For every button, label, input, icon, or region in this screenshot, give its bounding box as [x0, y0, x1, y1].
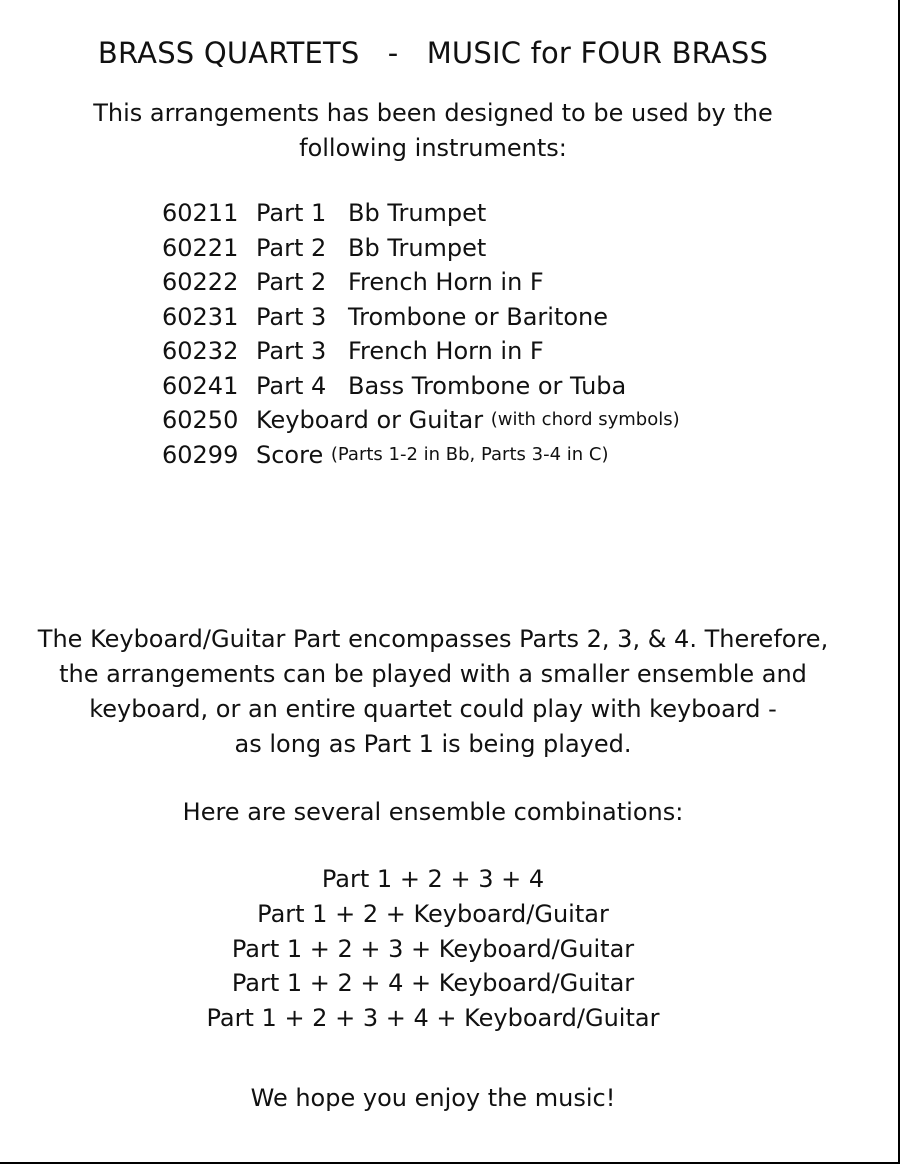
- explanation-line: as long as Part 1 is being played.: [234, 730, 632, 758]
- keyboard-row: [162, 403, 680, 438]
- combination-item: Part 1 + 2 + 3 + 4 + Keyboard/Guitar: [206, 1004, 660, 1033]
- part-code: 60222: [162, 268, 239, 296]
- part-number: Part 2: [256, 233, 327, 262]
- part-row: [162, 300, 680, 335]
- part-number: Part 2: [256, 268, 327, 296]
- combinations-heading: Here are several ensemble combinations:: [182, 798, 684, 826]
- score-row: [162, 438, 680, 473]
- combination-item: Part 1 + 2 + 3 + 4: [321, 865, 545, 893]
- parts-list: [162, 196, 680, 472]
- combinations-list: [0, 862, 866, 1036]
- intro-line: following instruments:: [299, 134, 567, 162]
- keyboard-label: Keyboard or Guitar: [256, 406, 484, 434]
- combination-item: Part 1 + 2 + Keyboard/Guitar: [257, 899, 609, 928]
- part-code: 60221: [162, 233, 239, 262]
- part-row: [162, 231, 680, 266]
- page-title: BRASS QUARTETS - MUSIC for FOUR BRASS: [97, 36, 769, 70]
- intro-line: This arrangements has been designed to be used by the: [93, 99, 773, 127]
- score-note: (Parts 1-2 in Bb, Parts 3-4 in C): [330, 443, 609, 465]
- keyboard-explanation: [0, 622, 866, 762]
- explanation-line: The Keyboard/Guitar Part encompasses Parts 2, 3, & 4. Therefore,: [37, 625, 829, 653]
- explanation-line: the arrangements can be played with a smaller ensemble and: [59, 660, 807, 688]
- part-row: [162, 265, 680, 300]
- part-row: [162, 369, 680, 404]
- part-instrument: French Horn in F: [348, 337, 544, 365]
- part-number: Part 3: [256, 302, 327, 331]
- keyboard-note: (with chord symbols): [490, 409, 680, 430]
- part-code: 60231: [162, 302, 239, 331]
- part-code: 60250: [162, 406, 239, 434]
- explanation-line: keyboard, or an entire quartet could play with keyboard -: [89, 695, 777, 723]
- part-row: [162, 334, 680, 369]
- part-instrument: Trombone or Baritone: [348, 302, 609, 331]
- part-number: Part 4: [256, 371, 327, 400]
- part-code: 60211: [162, 199, 239, 227]
- part-code: 60299: [162, 440, 239, 469]
- part-row: [162, 196, 680, 231]
- part-code: 60232: [162, 337, 239, 365]
- part-instrument: Bass Trombone or Tuba: [348, 371, 627, 400]
- combination-item: Part 1 + 2 + 3 + Keyboard/Guitar: [231, 934, 635, 963]
- intro-text: [0, 96, 866, 166]
- part-instrument: Bb Trumpet: [348, 233, 487, 262]
- part-number: Part 1: [256, 199, 327, 227]
- score-label: Score: [256, 440, 324, 469]
- part-number: Part 3: [256, 337, 327, 365]
- combination-item: Part 1 + 2 + 4 + Keyboard/Guitar: [231, 969, 635, 998]
- part-code: 60241: [162, 371, 239, 400]
- part-instrument: French Horn in F: [348, 268, 544, 296]
- closing-text: We hope you enjoy the music!: [250, 1084, 616, 1112]
- part-instrument: Bb Trumpet: [348, 199, 487, 227]
